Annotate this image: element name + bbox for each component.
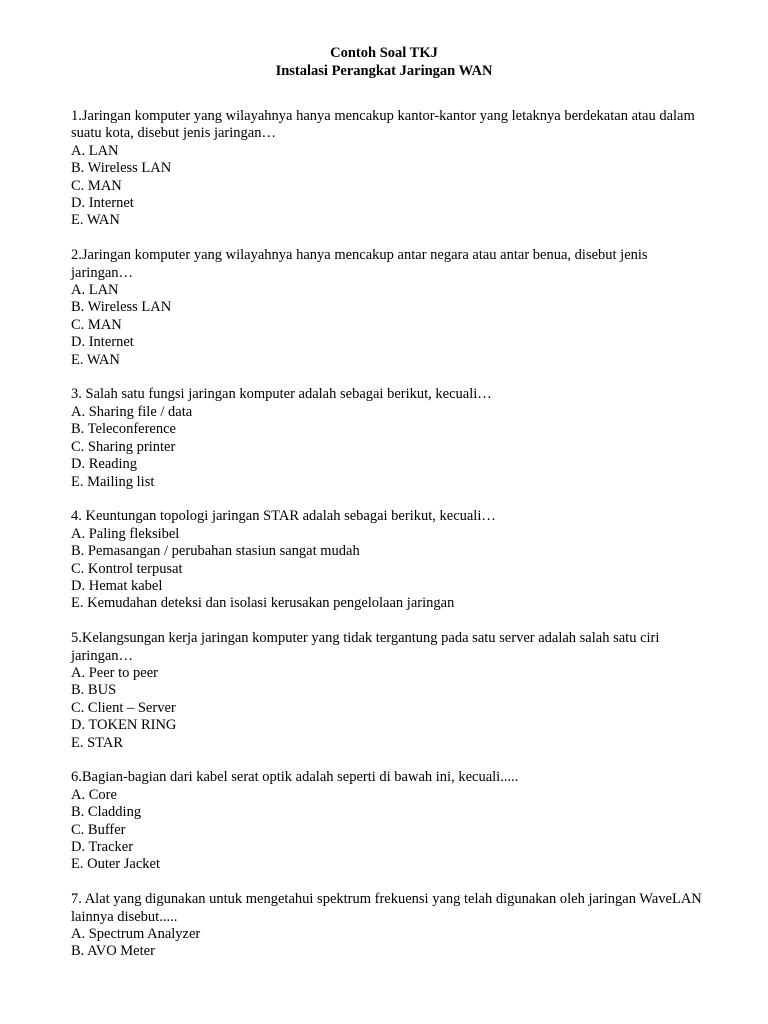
answer-option: C. Sharing printer	[71, 438, 176, 455]
answer-option: B. Wireless LAN	[71, 299, 172, 316]
answer-option: E. WAN	[71, 212, 120, 229]
answer-option: A. LAN	[71, 142, 119, 159]
answer-option: C. Kontrol terpusat	[71, 560, 183, 577]
question-6	[71, 769, 711, 873]
question-7	[71, 891, 711, 961]
answer-option: E. Mailing list	[71, 473, 155, 490]
answer-option: E. STAR	[71, 734, 124, 751]
answer-option: D. Internet	[71, 334, 134, 351]
answer-option: C. MAN	[71, 316, 122, 333]
answer-option: D. TOKEN RING	[71, 717, 177, 734]
answer-option: C. Buffer	[71, 821, 126, 838]
answer-option: A. Peer to peer	[71, 664, 158, 681]
question-text: 6.Bagian-bagian dari kabel serat optik adalah seperti di bawah ini, kecuali.....	[71, 769, 519, 786]
answer-option: C. Client – Server	[71, 699, 176, 716]
document-subtitle: Instalasi Perangkat Jaringan WAN	[275, 63, 493, 79]
answer-option: B. BUS	[71, 682, 117, 699]
document-title: Contoh Soal TKJ	[330, 45, 438, 61]
document-header	[0, 44, 768, 80]
answer-option: D. Reading	[71, 456, 138, 473]
answer-option: B. AVO Meter	[71, 943, 155, 960]
answer-option: A. Core	[71, 786, 117, 803]
question-1	[71, 108, 711, 230]
question-5	[71, 630, 711, 752]
question-text: 5.Kelangsungan kerja jaringan komputer yang tidak tergantung pada satu server adalah salah satu ciri jaringan…	[71, 630, 660, 664]
question-3	[71, 386, 711, 490]
answer-option: A. LAN	[71, 282, 119, 299]
answer-option: B. Pemasangan / perubahan stasiun sangat mudah	[71, 543, 360, 560]
answer-option: B. Teleconference	[71, 421, 176, 438]
question-text: 1.Jaringan komputer yang wilayahnya hanya mencakup kantor-kantor yang letaknya berdekatan atau dalam suatu kota, disebut jenis jaringan…	[71, 108, 695, 142]
answer-option: E. Outer Jacket	[71, 856, 160, 873]
question-2	[71, 247, 711, 369]
question-text: 4. Keuntungan topologi jaringan STAR adalah sebagai berikut, kecuali…	[71, 508, 496, 525]
answer-option: E. Kemudahan deteksi dan isolasi kerusakan pengelolaan jaringan	[71, 595, 455, 612]
answer-option: A. Paling fleksibel	[71, 525, 180, 542]
answer-option: D. Hemat kabel	[71, 577, 163, 594]
question-list	[71, 108, 711, 978]
answer-option: A. Spectrum Analyzer	[71, 926, 201, 942]
question-text: 3. Salah satu fungsi jaringan komputer adalah sebagai berikut, kecuali…	[71, 386, 492, 403]
question-text: 7. Alat yang digunakan untuk mengetahui spektrum frekuensi yang telah digunakan oleh jaringan WaveLAN lainnya disebut.....	[71, 891, 702, 925]
answer-option: B. Cladding	[71, 804, 142, 821]
answer-option: D. Internet	[71, 195, 134, 212]
question-4	[71, 508, 711, 612]
answer-option: D. Tracker	[71, 838, 134, 855]
answer-option: E. WAN	[71, 351, 120, 368]
answer-option: B. Wireless LAN	[71, 160, 172, 177]
question-text: 2.Jaringan komputer yang wilayahnya hanya mencakup antar negara atau antar benua, disebut jenis jaringan…	[71, 247, 648, 281]
answer-option: A. Sharing file / data	[71, 403, 193, 420]
answer-option: C. MAN	[71, 177, 122, 194]
